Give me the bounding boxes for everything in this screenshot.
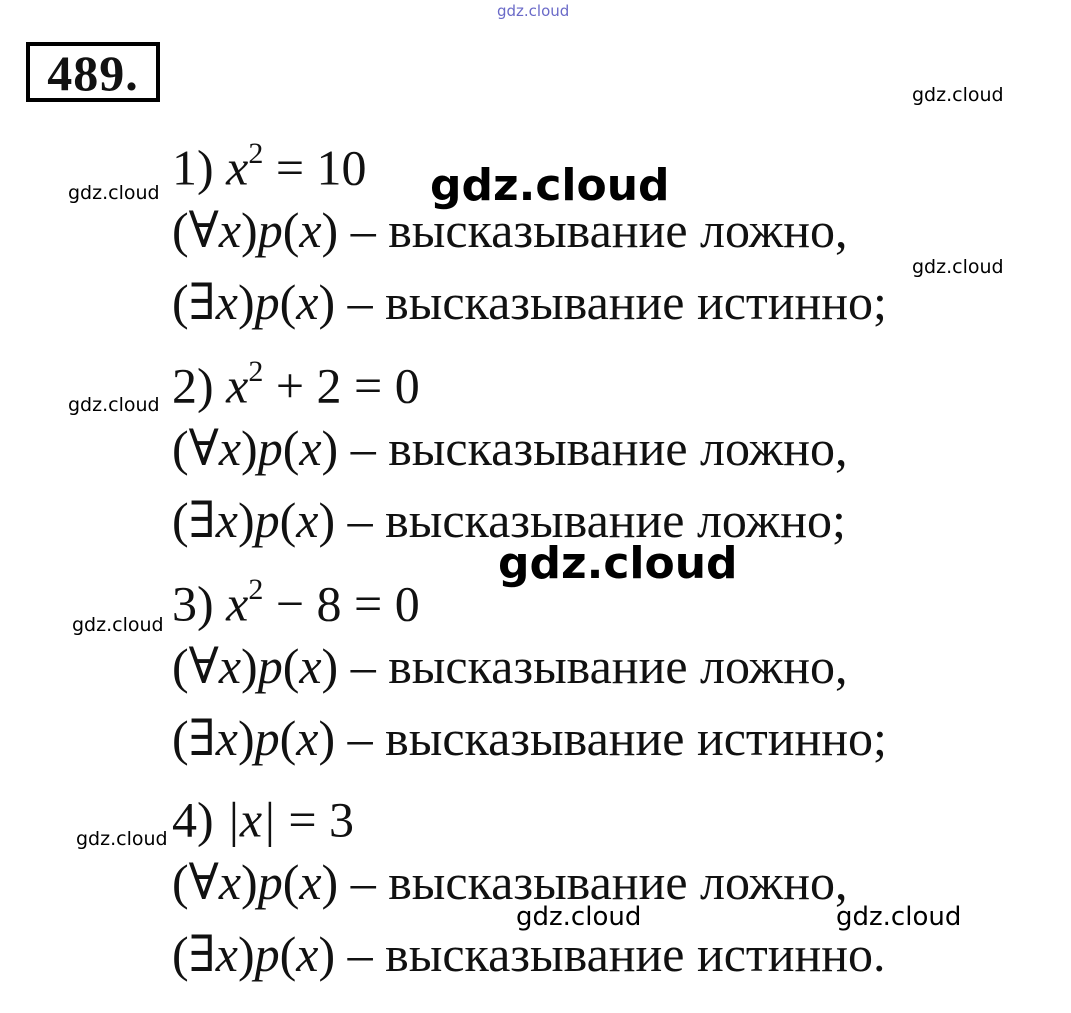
quantifier: (∃ xyxy=(172,274,216,330)
forall-statement-4 xyxy=(172,852,848,912)
bound-variable: x xyxy=(215,492,238,548)
argument-variable: x xyxy=(296,926,319,982)
paren: ) xyxy=(237,710,255,766)
predicate: p xyxy=(257,202,283,258)
statement-text: – высказывание ложно; xyxy=(335,492,846,548)
predicate: p xyxy=(254,492,280,548)
equation-exponent: 2 xyxy=(248,573,264,606)
paren: ) xyxy=(237,926,255,982)
equation-number: 4) xyxy=(172,791,214,848)
forall-statement-2 xyxy=(172,418,848,478)
watermark: gdz.cloud xyxy=(498,538,738,589)
paren: ) xyxy=(321,202,339,258)
exists-statement-1 xyxy=(172,272,887,332)
predicate: p xyxy=(254,710,280,766)
paren: ) xyxy=(241,420,258,476)
equation-rest: = 3 xyxy=(275,791,355,848)
watermark: gdz.cloud xyxy=(912,256,1004,278)
watermark: gdz.cloud xyxy=(836,902,962,932)
equation-variable: |x| xyxy=(226,791,276,848)
paren: ) xyxy=(237,492,255,548)
argument-variable: x xyxy=(296,274,319,330)
bound-variable: x xyxy=(218,420,242,476)
paren: ( xyxy=(279,926,297,982)
paren: ) xyxy=(318,710,336,766)
argument-variable: x xyxy=(296,710,319,766)
paren: ) xyxy=(318,274,336,330)
paren: ) xyxy=(321,420,339,476)
equation-exponent: 2 xyxy=(248,355,264,388)
statement-text: – высказывание истинно; xyxy=(335,710,887,766)
equation-variable: x xyxy=(226,357,249,414)
equation-variable: x xyxy=(226,139,249,196)
equation-4 xyxy=(172,780,354,850)
paren: ) xyxy=(321,638,339,694)
bound-variable: x xyxy=(215,710,238,766)
paren: ( xyxy=(282,638,300,694)
exists-statement-3 xyxy=(172,708,887,768)
equation-exponent: 2 xyxy=(248,137,264,170)
predicate: p xyxy=(257,638,283,694)
forall-statement-3 xyxy=(172,636,848,696)
argument-variable: x xyxy=(299,638,322,694)
predicate: p xyxy=(254,274,280,330)
statement-text: – высказывание ложно, xyxy=(338,202,848,258)
paren: ) xyxy=(241,854,258,910)
equation-number: 2) xyxy=(172,357,214,414)
watermark: gdz.cloud xyxy=(68,394,160,416)
predicate: p xyxy=(257,420,283,476)
bound-variable: x xyxy=(218,638,242,694)
equation-3 xyxy=(172,564,420,634)
quantifier: (∃ xyxy=(172,926,216,982)
quantifier: (∀ xyxy=(172,420,219,476)
paren: ( xyxy=(279,492,297,548)
paren: ) xyxy=(318,926,336,982)
paren: ( xyxy=(279,710,297,766)
equation-1 xyxy=(172,128,367,198)
equation-2 xyxy=(172,346,420,416)
paren: ( xyxy=(282,420,300,476)
bound-variable: x xyxy=(215,926,238,982)
exists-statement-4 xyxy=(172,924,886,984)
watermark: gdz.cloud xyxy=(912,84,1004,106)
watermark: gdz.cloud xyxy=(497,2,570,20)
problem-number: 489. xyxy=(26,42,160,102)
bound-variable: x xyxy=(218,854,242,910)
equation-number: 1) xyxy=(172,139,214,196)
paren: ) xyxy=(321,854,339,910)
paren: ) xyxy=(318,492,336,548)
statement-text: – высказывание истинно; xyxy=(335,274,887,330)
statement-text: – высказывание ложно, xyxy=(338,638,848,694)
quantifier: (∀ xyxy=(172,638,219,694)
watermark: gdz.cloud xyxy=(516,902,642,932)
argument-variable: x xyxy=(296,492,319,548)
statement-text: – высказывание истинно. xyxy=(335,926,886,982)
watermark: gdz.cloud xyxy=(430,160,670,211)
bound-variable: x xyxy=(215,274,238,330)
quantifier: (∀ xyxy=(172,202,219,258)
watermark: gdz.cloud xyxy=(72,614,164,636)
paren: ( xyxy=(282,854,300,910)
argument-variable: x xyxy=(299,420,322,476)
equation-rest: = 10 xyxy=(263,139,367,196)
argument-variable: x xyxy=(299,854,322,910)
statement-text: – высказывание ложно, xyxy=(338,854,848,910)
statement-text: – высказывание ложно, xyxy=(338,420,848,476)
paren: ) xyxy=(241,638,258,694)
paren: ( xyxy=(282,202,300,258)
predicate: p xyxy=(254,926,280,982)
bound-variable: x xyxy=(218,202,242,258)
equation-variable: x xyxy=(226,575,249,632)
equation-rest: − 8 = 0 xyxy=(263,575,420,632)
quantifier: (∃ xyxy=(172,492,216,548)
predicate: p xyxy=(257,854,283,910)
watermark: gdz.cloud xyxy=(68,182,160,204)
equation-number: 3) xyxy=(172,575,214,632)
argument-variable: x xyxy=(299,202,322,258)
quantifier: (∃ xyxy=(172,710,216,766)
watermark: gdz.cloud xyxy=(76,828,168,850)
paren: ) xyxy=(241,202,258,258)
quantifier: (∀ xyxy=(172,854,219,910)
equation-rest: + 2 = 0 xyxy=(263,357,420,414)
paren: ( xyxy=(279,274,297,330)
paren: ) xyxy=(237,274,255,330)
